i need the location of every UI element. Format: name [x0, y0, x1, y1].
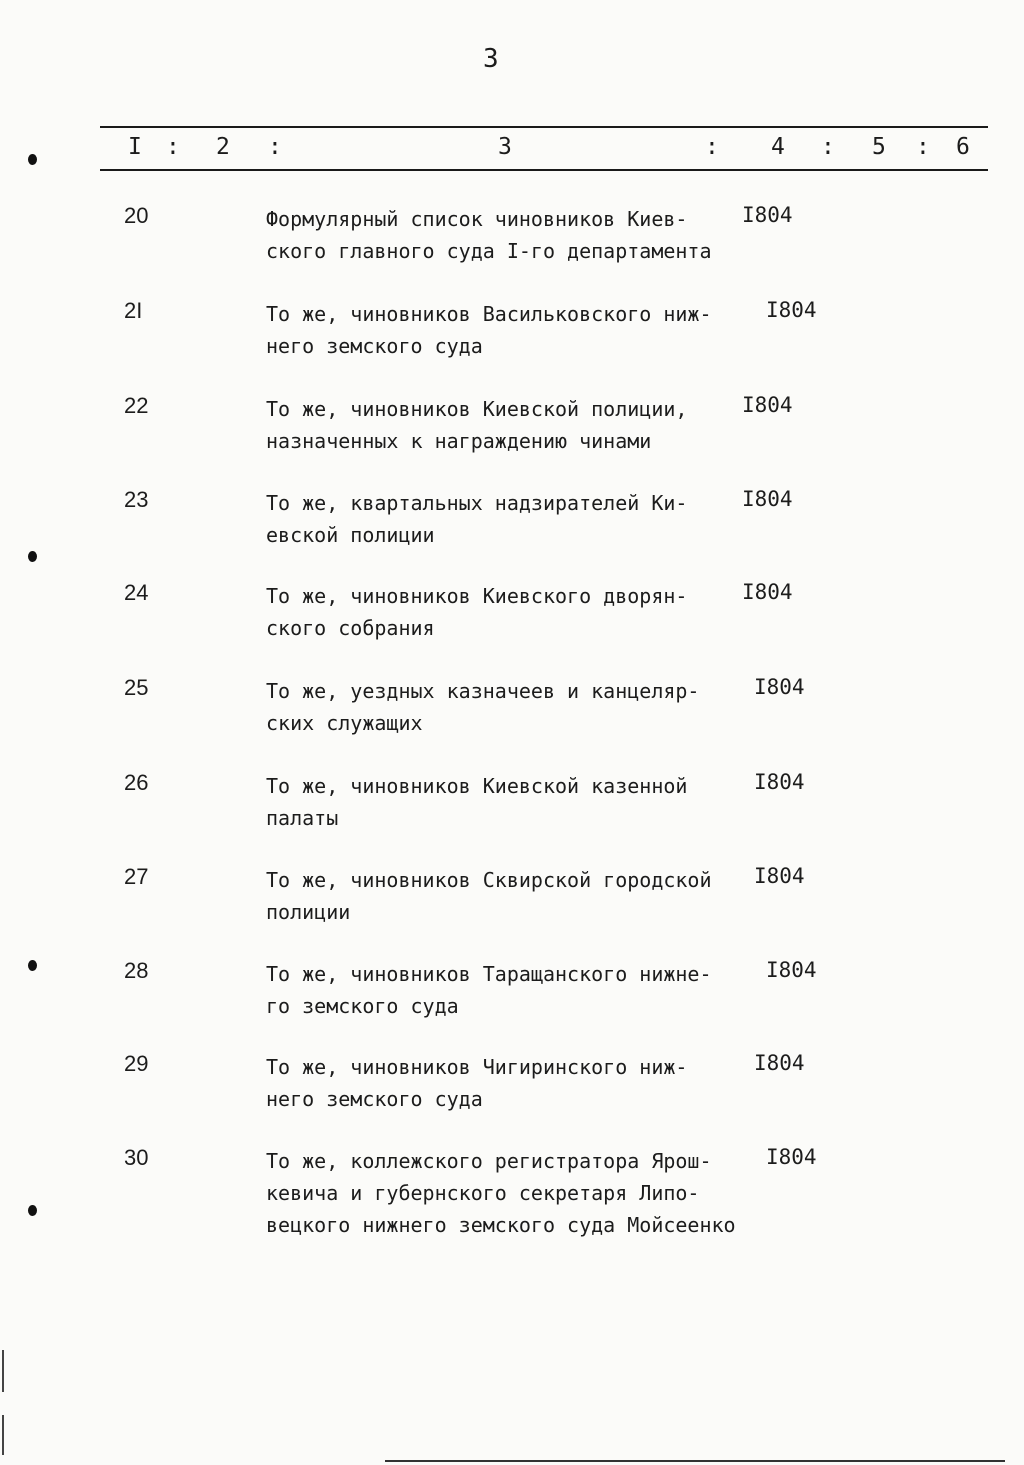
punch-hole-mark: [28, 551, 37, 562]
header-separator: :: [268, 134, 282, 160]
item-date: I804: [754, 675, 805, 699]
list-item: [0, 675, 1024, 755]
table-header-bottom-rule: [100, 169, 988, 171]
item-number: 29: [124, 1051, 149, 1076]
list-item: [0, 580, 1024, 660]
item-date: I804: [766, 1145, 817, 1169]
page-bottom-edge: [385, 1460, 1005, 1462]
header-col-3: 3: [498, 134, 512, 160]
item-number: 28: [124, 958, 149, 983]
item-date: I804: [754, 770, 805, 794]
item-number: 30: [124, 1145, 149, 1170]
header-separator: :: [166, 134, 180, 160]
header-col-4: 4: [771, 134, 785, 160]
list-item: [0, 203, 1024, 283]
item-number: 2I: [124, 298, 143, 323]
item-number: 22: [124, 393, 149, 418]
item-date: I804: [754, 1051, 805, 1075]
punch-hole-mark: [28, 960, 37, 971]
punch-hole-mark: [28, 1205, 37, 1216]
item-number: 20: [124, 203, 149, 228]
item-title: То же, чиновников Таращанского нижне- го земского суда: [266, 962, 712, 1018]
item-title: То же, чиновников Чигиринского ниж- него земского суда: [266, 1055, 688, 1111]
item-number: 24: [124, 580, 149, 605]
header-col-5: 5: [872, 134, 886, 160]
list-item: [0, 1145, 1024, 1255]
item-title: То же, уездных казначеев и канцеляр- ских служащих: [266, 679, 700, 735]
list-item: [0, 487, 1024, 567]
punch-hole-mark: [28, 154, 37, 165]
list-item: [0, 770, 1024, 850]
list-item: [0, 1051, 1024, 1131]
margin-edge-line: [2, 1350, 4, 1392]
list-item: [0, 958, 1024, 1038]
item-date: I804: [766, 958, 817, 982]
item-date: I804: [766, 298, 817, 322]
item-number: 23: [124, 487, 149, 512]
item-number: 27: [124, 864, 149, 889]
item-title: То же, чиновников Киевской казенной палаты: [266, 774, 688, 830]
item-number: 25: [124, 675, 149, 700]
item-title: То же, чиновников Киевского дворян- ского собрания: [266, 584, 688, 640]
item-title: То же, коллежского регистратора Ярош- кевича и губернского секретаря Липо- вецкого нижнего земского суда Мойсеенко: [266, 1149, 736, 1237]
list-item: [0, 298, 1024, 378]
margin-edge-line: [2, 1415, 4, 1455]
item-title: То же, чиновников Васильковского ниж- него земского суда: [266, 302, 712, 358]
header-separator: :: [916, 134, 930, 160]
header-col-1: I: [128, 134, 142, 160]
table-header-top-rule: [100, 126, 988, 128]
header-separator: :: [821, 134, 835, 160]
page-number: 3: [483, 44, 499, 74]
item-date: I804: [742, 393, 793, 417]
list-item: [0, 393, 1024, 473]
header-separator: :: [705, 134, 719, 160]
item-date: I804: [754, 864, 805, 888]
item-date: I804: [742, 203, 793, 227]
item-title: То же, чиновников Киевской полиции, назначенных к награждению чинами: [266, 397, 688, 453]
item-date: I804: [742, 487, 793, 511]
item-title: Формулярный список чиновников Киев- ского главного суда I-го департамента: [266, 207, 712, 263]
item-date: I804: [742, 580, 793, 604]
item-title: То же, квартальных надзирателей Ки- евской полиции: [266, 491, 688, 547]
item-number: 26: [124, 770, 149, 795]
list-item: [0, 864, 1024, 944]
header-col-6: 6: [956, 134, 970, 160]
header-col-2: 2: [216, 134, 230, 160]
item-title: То же, чиновников Сквирской городской полиции: [266, 868, 712, 924]
